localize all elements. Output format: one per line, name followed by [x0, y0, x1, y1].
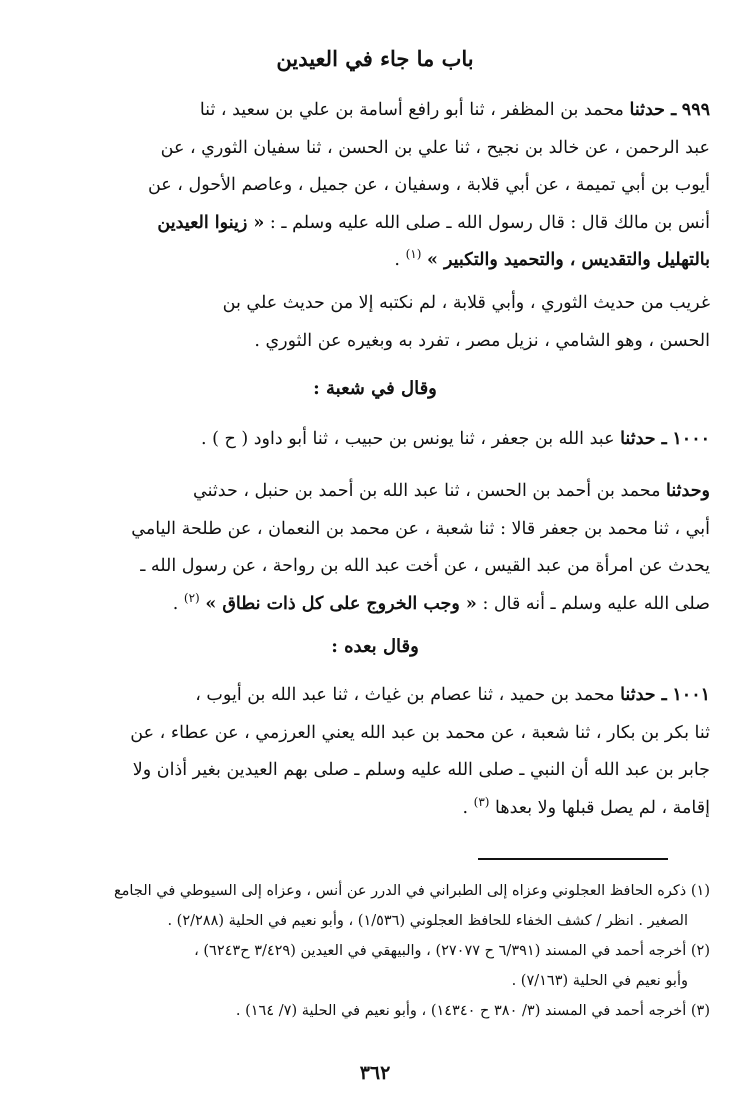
hadith-999-line-1	[40, 92, 710, 130]
prophetic-quote: « وجب الخروج على كل ذات نطاق »	[205, 593, 477, 614]
hadith-lead: ـ حدثنا	[620, 429, 667, 449]
footnote-line: الصغير . انظر / كشف الخفاء للحافظ العجلوني (١/٥٣٦) ، وأبو نعيم في الحلية (٢/٢٨٨) .	[167, 913, 688, 929]
chain-line-1	[40, 473, 710, 511]
hadith-1000-line-1	[40, 421, 710, 459]
hadith-1001	[40, 677, 710, 827]
hadith-999-line-5	[40, 242, 710, 280]
commentary-line-1: غريب من حديث الثوري ، وأبي قلابة ، لم نكتبه إلا من حديث علي بن	[222, 293, 710, 313]
section-heading: وقال بعده :	[331, 636, 419, 657]
chain-line-3: يحدث عن امرأة من عبد القيس ، عن أخت عبد الله بن رواحة ، عن رسول الله ـ	[140, 556, 710, 576]
hadith-lead: ـ حدثنا	[620, 685, 667, 705]
chain-line-4	[40, 586, 710, 624]
prophetic-quote: « زينوا العيدين	[157, 212, 265, 233]
footnote-ref[interactable]: (٢)	[183, 590, 200, 605]
footnote-line: (١) ذكره الحافظ العجلوني وعزاه إلى الطبراني في الدرر عن أنس ، وعزاه إلى السيوطي في الجامع	[113, 883, 710, 899]
hadith-number: ٩٩٩	[681, 100, 710, 120]
footnote-ref[interactable]: (٣)	[473, 794, 490, 809]
commentary	[40, 285, 710, 360]
footnote-divider	[478, 858, 668, 860]
hadith-1000	[40, 421, 710, 459]
hadith-lead: وحدثنا	[666, 481, 710, 501]
footnote-ref[interactable]: (١)	[405, 247, 422, 262]
footnote-2	[40, 936, 710, 996]
footnote-line: (٣) أخرجه أحمد في المسند (٣/ ٣٨٠ ح ١٤٣٤٠) ، وأبو نعيم في الحلية (٧/ ١٦٤) .	[235, 1003, 710, 1019]
hadith-1001-line-1	[40, 677, 710, 715]
page-title: باب ما جاء في العيدين	[276, 46, 474, 71]
hadith-999	[40, 92, 710, 280]
footnote-1	[40, 876, 710, 936]
full-stop: .	[394, 250, 400, 270]
chain-line-2: أبي ، ثنا محمد بن جعفر قالا : ثنا شعبة ، عن محمد بن النعمان ، عن طلحة اليامي	[131, 518, 710, 539]
hadith-1001-line-3: جابر بن عبد الله أن النبي ـ صلى الله عليه وسلم ـ صلى بهم العيدين بغير أذان ولا	[132, 760, 710, 780]
hadith-999-line-2: عبد الرحمن ، عن خالد بن نجيح ، ثنا علي بن الحسن ، ثنا سفيان الثوري ، عن	[160, 137, 710, 158]
hadith-1001-line-4	[40, 790, 710, 828]
full-stop: .	[462, 797, 469, 818]
hadith-1000-chain-2	[40, 473, 710, 623]
footnote-line: وأبو نعيم في الحلية (٧/١٦٣) .	[511, 973, 688, 989]
section-heading: وقال في شعبة :	[313, 378, 437, 399]
hadith-text: محمد بن أحمد بن الحسن ، ثنا عبد الله بن أحمد بن حنبل ، حدثني	[193, 481, 661, 501]
footnote-3	[40, 996, 710, 1026]
hadith-number: ١٠٠١	[672, 685, 710, 705]
hadith-text: محمد بن المظفر ، ثنا أبو رافع أسامة بن علي بن سعيد ، ثنا	[199, 100, 624, 120]
hadith-text: عبد الله بن جعفر ، ثنا يونس بن حبيب ، ثنا أبو داود ( ح ) .	[200, 429, 615, 449]
hadith-text: صلى الله عليه وسلم ـ أنه قال :	[482, 593, 710, 614]
hadith-999-line-4	[40, 205, 710, 243]
book-page	[40, 0, 710, 1112]
hadith-999-line-3: أيوب بن أبي تميمة ، عن أبي قلابة ، وسفيان ، عن جميل ، وعاصم الأحول ، عن	[147, 175, 710, 195]
hadith-text: أنس بن مالك قال : قال رسول الله ـ صلى الله عليه وسلم ـ :	[269, 212, 710, 233]
hadith-text: محمد بن حميد ، ثنا عصام بن غياث ، ثنا عبد الله بن أيوب ،	[195, 685, 615, 705]
hadith-1001-line-2: ثنا بكر بن بكار ، ثنا شعبة ، عن محمد بن عبد الله يعني العرزمي ، عن عطاء ، عن	[130, 722, 710, 743]
hadith-lead: ـ حدثنا	[629, 100, 677, 120]
footnote-line: (٢) أخرجه أحمد في المسند (٦/٣٩١ ح ٢٧٠٧٧) ، والبيهقي في العيدين (٣/٤٢٩ ح٦٢٤٣) ،	[194, 943, 710, 959]
footnotes	[40, 876, 710, 1026]
page-number: ٣٦٢	[359, 1062, 391, 1084]
full-stop: .	[172, 593, 179, 614]
hadith-text: إقامة ، لم يصل قبلها ولا بعدها	[495, 797, 710, 818]
commentary-line-2: الحسن ، وهو الشامي ، نزيل مصر ، تفرد به وبغيره عن الثوري .	[254, 330, 710, 351]
hadith-number: ١٠٠٠	[672, 429, 710, 449]
prophetic-quote: بالتهليل والتقديس ، والتحميد والتكبير »	[426, 250, 710, 270]
